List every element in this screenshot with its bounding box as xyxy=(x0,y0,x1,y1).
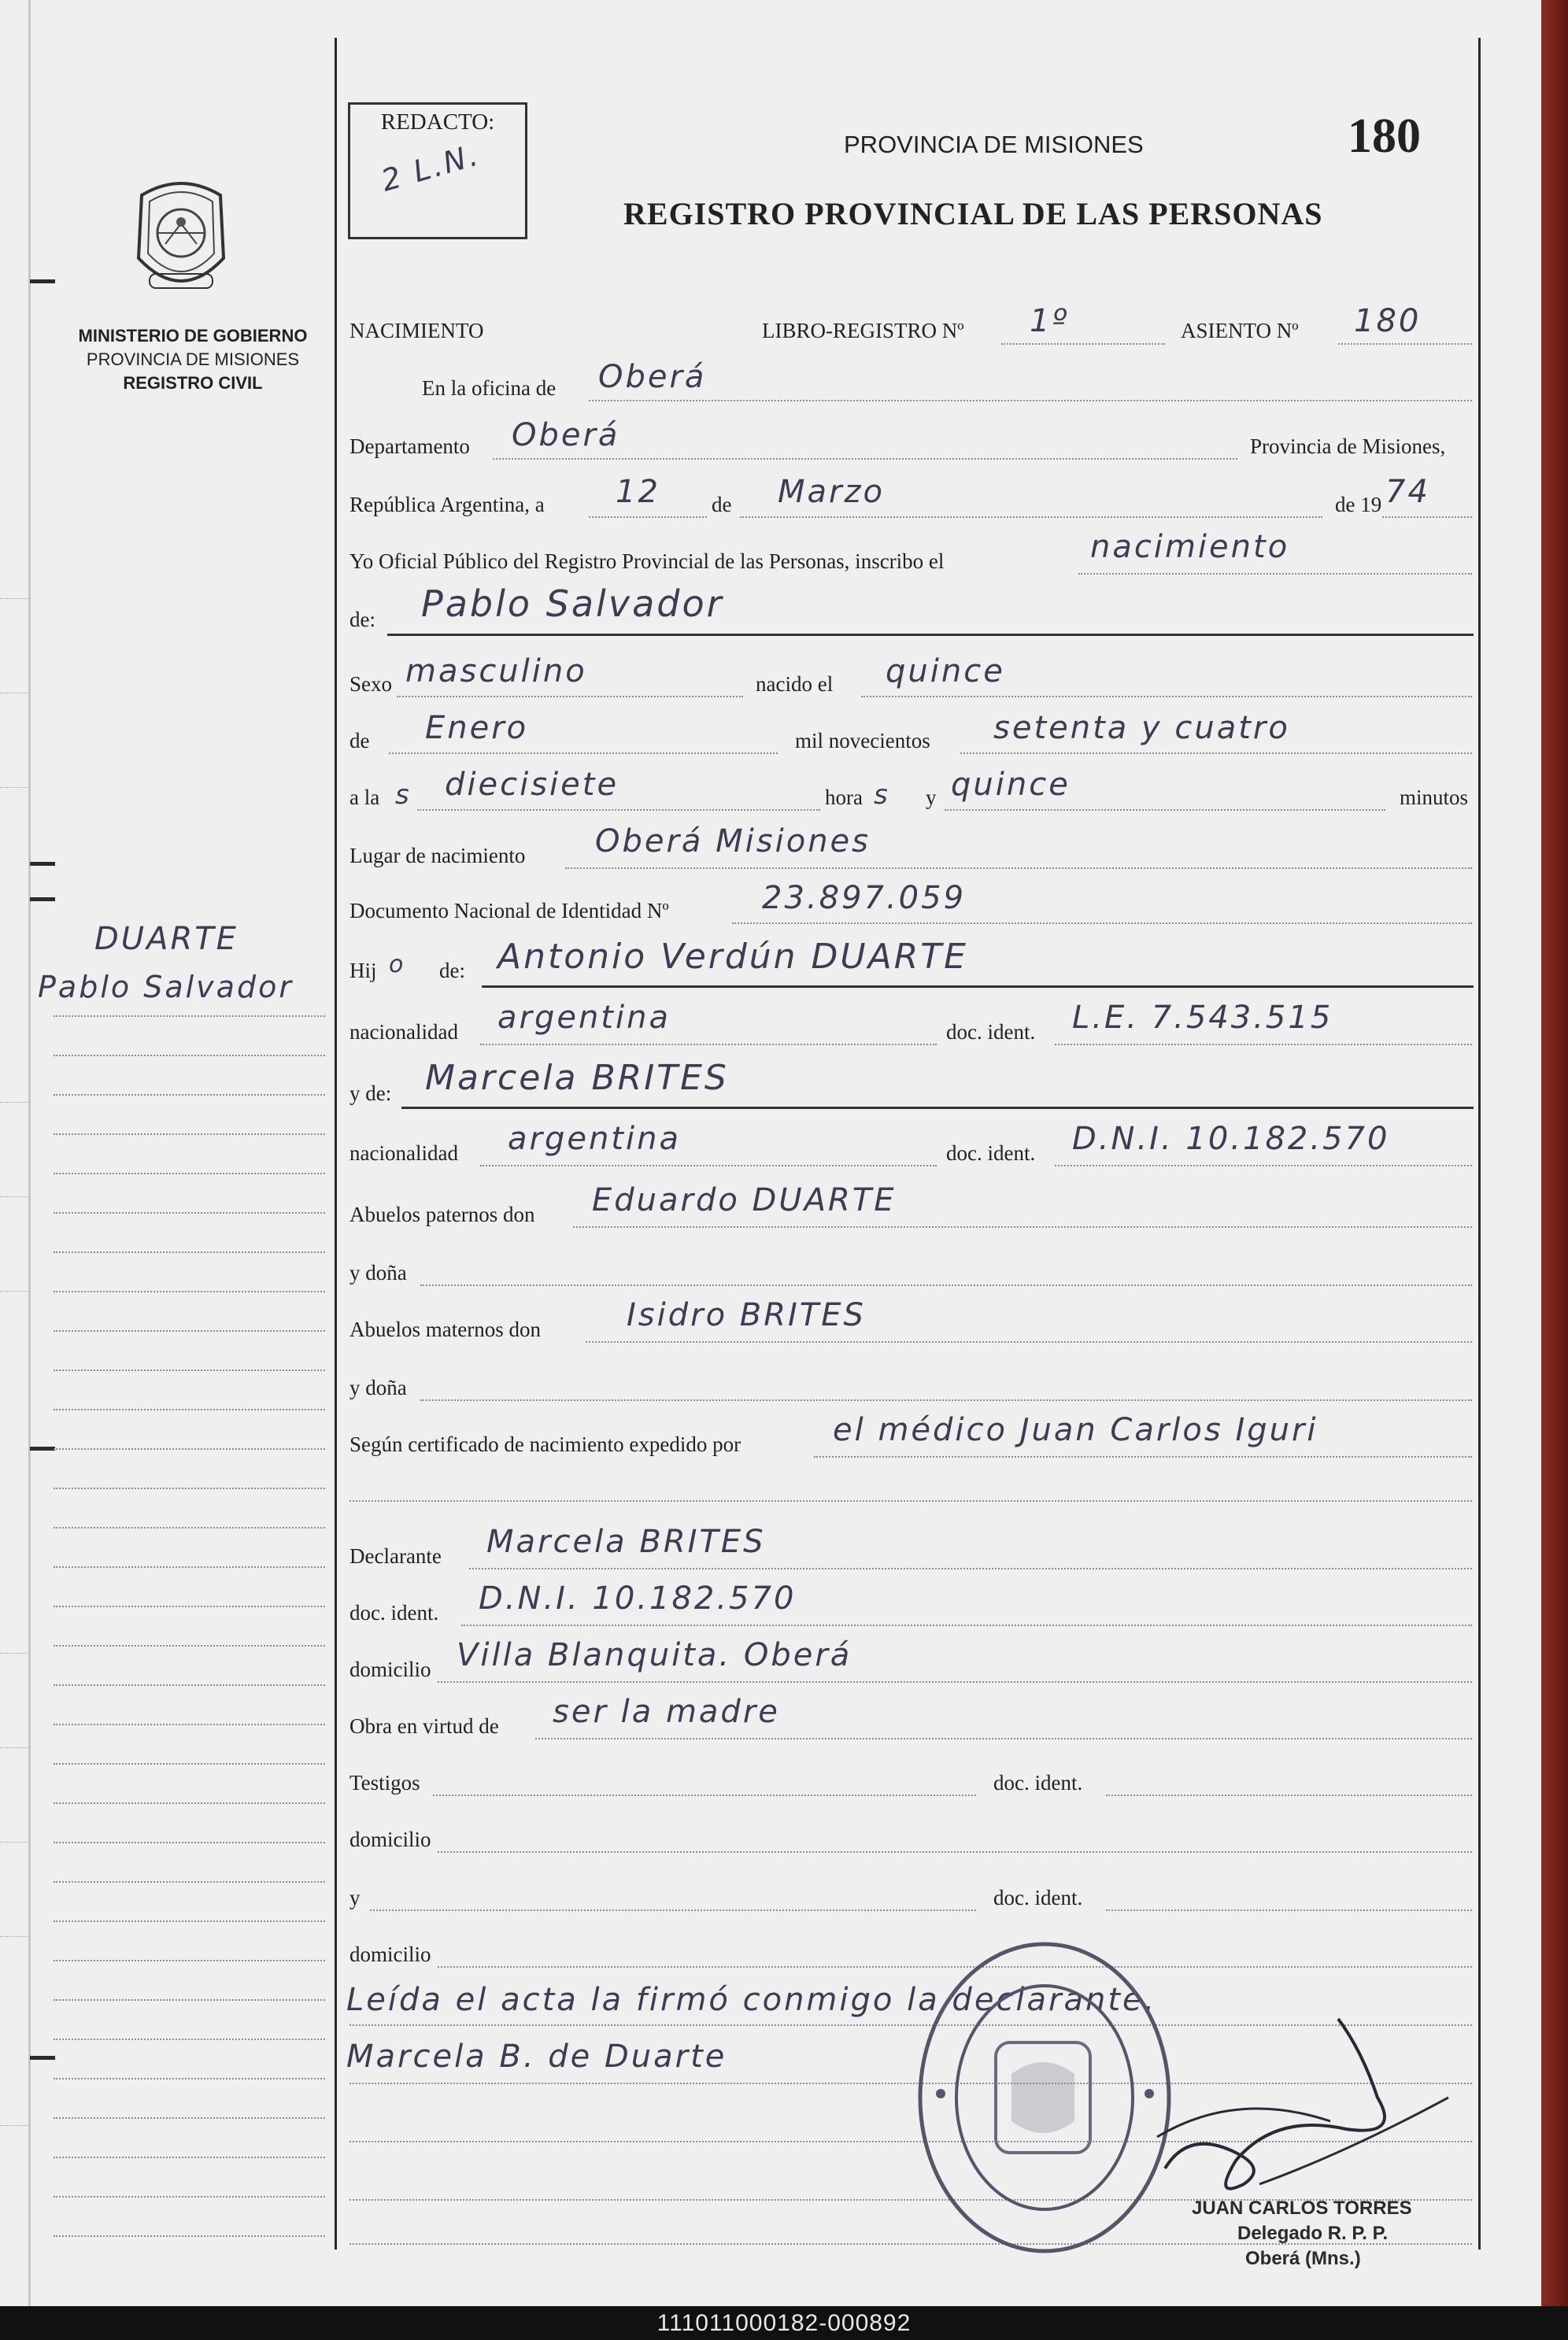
oficina-line xyxy=(589,400,1472,401)
stub-line xyxy=(54,1133,325,1135)
domicilio-value: Villa Blanquita. Oberá xyxy=(457,1637,852,1673)
ministry-name: MINISTERIO DE GOBIERNO xyxy=(78,326,308,346)
year-prefix: de 19 xyxy=(1335,493,1382,516)
oficina-label: En la oficina de xyxy=(422,376,557,400)
coat-of-arms-seal xyxy=(126,172,236,304)
ydona2-line xyxy=(420,1399,1472,1401)
abuelos-paternos-value: Eduardo DUARTE xyxy=(592,1182,897,1218)
hole-mark xyxy=(30,897,55,901)
departamento-label: Departamento xyxy=(349,434,470,458)
obra-label: Obra en virtud de xyxy=(349,1714,499,1738)
name-value: Pablo Salvador xyxy=(421,582,724,625)
libro-line xyxy=(1001,343,1165,345)
horas-suffix: s xyxy=(874,779,890,811)
minutos-label: minutos xyxy=(1400,786,1469,809)
stub-line xyxy=(54,2157,325,2158)
segun-line xyxy=(814,1456,1472,1458)
margin-rule xyxy=(335,38,337,2249)
stub-line xyxy=(54,1330,325,1332)
stub-line xyxy=(54,1015,325,1017)
hora-value: diecisiete xyxy=(445,767,619,803)
nacido-line xyxy=(861,696,1472,697)
de3-label: de xyxy=(349,729,370,752)
decl-doc-value: D.N.I. 10.182.570 xyxy=(479,1580,797,1617)
hole-mark xyxy=(30,862,55,866)
y-label: y xyxy=(926,786,937,809)
stub-line xyxy=(54,2117,325,2119)
anio-value: setenta y cuatro xyxy=(993,710,1290,746)
nac1-value: argentina xyxy=(497,1000,671,1036)
right-rule xyxy=(1478,38,1481,2249)
edge-tick xyxy=(0,598,28,599)
stub-line xyxy=(54,1409,325,1410)
stub-line xyxy=(54,2039,325,2040)
segun-value: el médico Juan Carlos Iguri xyxy=(833,1412,1318,1448)
domicilio-label: domicilio xyxy=(349,1658,431,1681)
record-type: NACIMIENTO xyxy=(349,319,484,342)
sexo-label: Sexo xyxy=(349,672,392,696)
stub-line xyxy=(54,1566,325,1568)
stub-line xyxy=(54,1802,325,1804)
segun-line-2 xyxy=(349,1500,1472,1502)
alas-value: s xyxy=(395,779,412,811)
stub-line xyxy=(54,1999,325,2001)
stub-line xyxy=(54,1881,325,1883)
lugar-label: Lugar de nacimiento xyxy=(349,844,526,867)
oficial-label: Yo Oficial Público del Registro Provincial de las Personas, inscribo el xyxy=(349,549,945,573)
lugar-line xyxy=(565,867,1472,869)
testigos-doc2-line xyxy=(1106,1909,1472,1911)
stub-line xyxy=(54,1251,325,1253)
stub-line xyxy=(54,1960,325,1961)
officer-title: Delegado R. P. P. xyxy=(1237,2223,1389,2244)
doc2-line xyxy=(1055,1165,1472,1166)
de2-label: de: xyxy=(349,608,375,631)
edge-tick xyxy=(0,1291,28,1292)
inscribo-value: nacimiento xyxy=(1090,529,1290,565)
dni-value: 23.897.059 xyxy=(762,880,967,916)
day-line xyxy=(589,516,707,518)
edge-tick xyxy=(0,1936,28,1937)
testigos-doc-line xyxy=(1106,1795,1472,1796)
testigos-line xyxy=(433,1795,976,1796)
edge-tick xyxy=(0,2125,28,2126)
testigos-dom-label: domicilio xyxy=(349,1828,431,1851)
archive-code-bar xyxy=(0,2306,1568,2340)
day-value: 12 xyxy=(616,474,660,510)
decl-doc-line xyxy=(461,1625,1472,1626)
anio-line xyxy=(960,752,1472,754)
name-underline xyxy=(387,634,1474,636)
edge-tick xyxy=(0,787,28,788)
abuelos-paternos-label: Abuelos paternos don xyxy=(349,1203,535,1226)
mil-label: mil novecientos xyxy=(795,729,930,752)
nac2-label: nacionalidad xyxy=(349,1141,458,1165)
stub-line xyxy=(54,1842,325,1843)
nac2-value: argentina xyxy=(508,1121,681,1157)
hijo-de-label: de: xyxy=(439,959,465,982)
nac2-line xyxy=(480,1165,937,1166)
testigos-y-label: y xyxy=(349,1886,361,1909)
redacto-initials: 2 L.N. xyxy=(377,137,484,198)
edge-tick xyxy=(0,1102,28,1103)
abuelos-paternos-line xyxy=(573,1226,1472,1228)
ydona2-label: y doña xyxy=(349,1376,407,1399)
sexo-line xyxy=(397,696,743,697)
stub-line xyxy=(54,2196,325,2198)
stub-given-names: Pablo Salvador xyxy=(38,970,294,1004)
testigos-label: Testigos xyxy=(349,1771,420,1795)
testigos-doc-label: doc. ident. xyxy=(993,1771,1083,1795)
stub-line xyxy=(54,1724,325,1725)
hijo-suffix: o xyxy=(389,951,406,978)
province-title: PROVINCIA DE MISIONES xyxy=(844,131,1144,158)
officer-location: Oberá (Mns.) xyxy=(1245,2248,1361,2269)
stub-line xyxy=(54,1094,325,1096)
stub-line xyxy=(54,1370,325,1371)
oficina-value: Oberá xyxy=(598,359,707,395)
padre-value: Antonio Verdún DUARTE xyxy=(497,937,968,977)
domicilio-line xyxy=(438,1681,1472,1683)
republica-label: República Argentina, a xyxy=(349,493,545,516)
stub-line xyxy=(54,2078,325,2079)
nacido-value: quince xyxy=(886,653,1005,689)
official-stamp xyxy=(909,1932,1181,2263)
abuelos-maternos-line xyxy=(586,1341,1472,1343)
padre-underline xyxy=(482,985,1474,988)
decl-doc-label: doc. ident. xyxy=(349,1601,439,1625)
year-line xyxy=(1382,516,1472,518)
abuelos-maternos-label: Abuelos maternos don xyxy=(349,1318,541,1341)
hole-mark xyxy=(30,1447,55,1451)
ministry-office: REGISTRO CIVIL xyxy=(123,373,263,393)
libro-label: LIBRO-REGISTRO Nº xyxy=(762,319,964,342)
declarante-line xyxy=(469,1568,1472,1569)
sexo-value: masculino xyxy=(405,653,587,689)
declarante-label: Declarante xyxy=(349,1544,442,1568)
stub-surname: DUARTE xyxy=(94,921,239,957)
provincia-label: Provincia de Misiones, xyxy=(1250,434,1446,458)
edge-tick xyxy=(0,1196,28,1197)
alas-label: a la xyxy=(349,786,380,809)
hole-mark xyxy=(30,2056,55,2060)
closing-text: Leída el acta la firmó conmigo la declarante. xyxy=(346,1982,1157,2018)
mes-value: Enero xyxy=(425,710,529,746)
ydona1-label: y doña xyxy=(349,1261,407,1285)
horas-label: hora xyxy=(825,786,863,809)
year-value: 74 xyxy=(1385,474,1430,510)
stub-line xyxy=(54,1645,325,1647)
madre-underline xyxy=(401,1107,1474,1109)
page-number: 180 xyxy=(1348,109,1421,163)
testigos-y-line xyxy=(370,1909,976,1911)
stub-line xyxy=(54,1684,325,1686)
stub-line xyxy=(54,1763,325,1765)
dni-line xyxy=(732,922,1472,924)
page-edge-line xyxy=(28,0,31,2306)
edge-tick xyxy=(0,1747,28,1748)
stub-line xyxy=(54,1291,325,1292)
nac1-label: nacionalidad xyxy=(349,1020,458,1044)
abuelos-maternos-value: Isidro BRITES xyxy=(627,1297,866,1333)
declarante-value: Marcela BRITES xyxy=(486,1524,766,1560)
ministry-province: PROVINCIA DE MISIONES xyxy=(86,349,300,369)
testigos-dom2-label: domicilio xyxy=(349,1943,431,1966)
stub-line xyxy=(54,1920,325,1922)
hole-mark xyxy=(30,279,55,283)
hijo-label: Hij xyxy=(349,959,377,982)
ministry-heading xyxy=(63,324,323,395)
nac1-line xyxy=(480,1044,937,1045)
edge-tick xyxy=(0,1653,28,1654)
edge-tick xyxy=(0,1842,28,1843)
stub-line xyxy=(54,1527,325,1529)
month-line xyxy=(740,516,1322,518)
mes-line xyxy=(389,752,778,754)
registry-title: REGISTRO PROVINCIAL DE LAS PERSONAS xyxy=(623,196,1323,231)
obra-value: ser la madre xyxy=(553,1694,780,1730)
stub-line xyxy=(54,1055,325,1056)
stub-line xyxy=(54,2235,325,2237)
book-binding xyxy=(1541,0,1568,2306)
yde-label: y de: xyxy=(349,1081,392,1105)
stub-line xyxy=(54,1448,325,1450)
doc2-value: D.N.I. 10.182.570 xyxy=(1072,1121,1390,1157)
hora-line xyxy=(417,809,820,811)
asiento-line xyxy=(1338,343,1472,345)
testigos-dom-line xyxy=(438,1851,1472,1853)
asiento-label: ASIENTO Nº xyxy=(1181,319,1299,342)
madre-value: Marcela BRITES xyxy=(425,1058,729,1098)
departamento-line xyxy=(493,458,1237,460)
lugar-value: Oberá Misiones xyxy=(595,823,871,859)
month-value: Marzo xyxy=(778,474,885,510)
doc1-label: doc. ident. xyxy=(946,1020,1036,1044)
obra-line xyxy=(535,1738,1472,1739)
minutos-value: quince xyxy=(951,767,1071,803)
stub-line xyxy=(54,1212,325,1214)
archive-code: 111011000182-000892 xyxy=(656,2310,912,2336)
minutos-line xyxy=(945,809,1385,811)
stub-line xyxy=(54,1173,325,1174)
departamento-value: Oberá xyxy=(512,417,620,453)
segun-label: Según certificado de nacimiento expedido por xyxy=(349,1432,741,1456)
libro-value: 1º xyxy=(1030,303,1070,339)
de-label: de xyxy=(712,493,732,516)
dni-label: Documento Nacional de Identidad Nº xyxy=(349,899,669,922)
ydona1-line xyxy=(420,1285,1472,1286)
doc2-label: doc. ident. xyxy=(946,1141,1036,1165)
officer-name: JUAN CARLOS TORRES xyxy=(1192,2198,1412,2219)
declarant-signature: Marcela B. de Duarte xyxy=(346,2039,727,2075)
doc1-value: L.E. 7.543.515 xyxy=(1072,1000,1333,1036)
redacto-box xyxy=(348,102,527,239)
redacto-label: REDACTO: xyxy=(380,109,495,135)
inscribo-line xyxy=(1078,573,1472,575)
officer-signature xyxy=(1141,2003,1472,2216)
nacido-label: nacido el xyxy=(756,672,834,696)
asiento-value: 180 xyxy=(1354,303,1422,339)
stub-line xyxy=(54,1488,325,1489)
stub-line xyxy=(54,1606,325,1607)
testigos-doc2-label: doc. ident. xyxy=(993,1886,1083,1909)
doc1-line xyxy=(1055,1044,1472,1045)
